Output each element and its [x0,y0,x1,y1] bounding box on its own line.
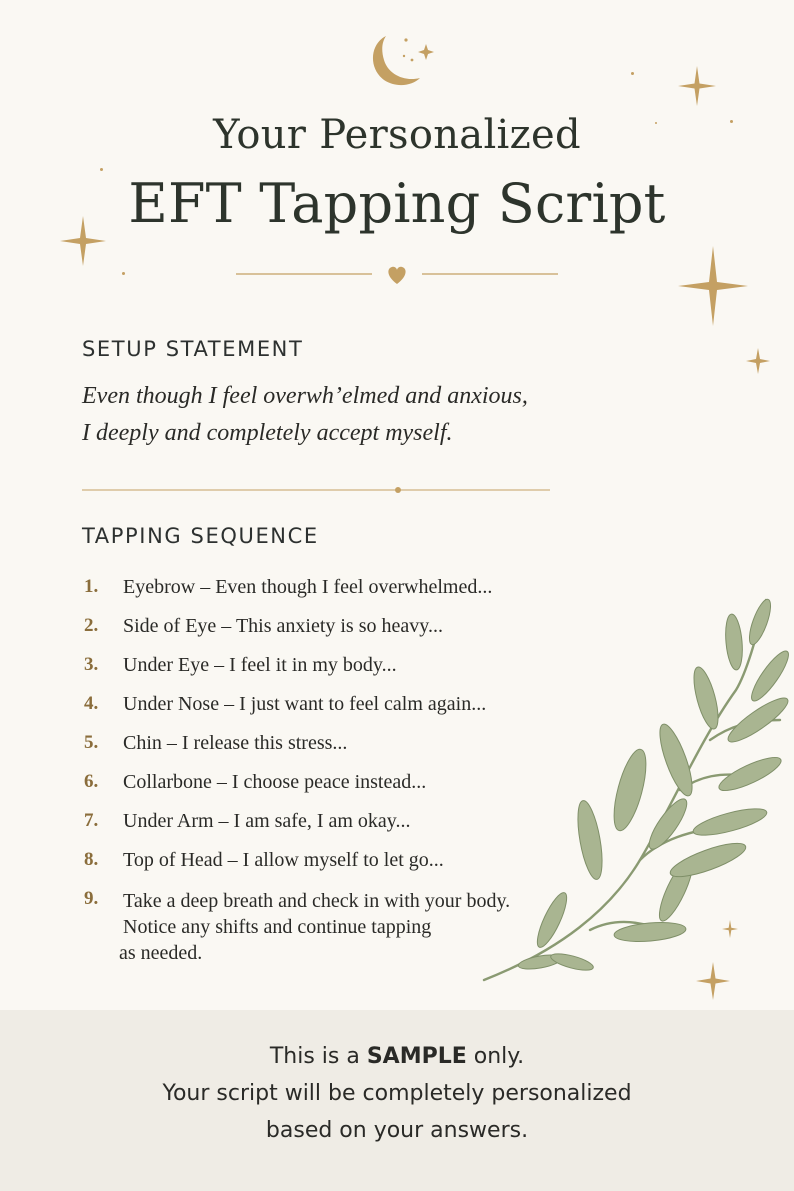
setup-line1: Even though I feel overwh’elmed and anxious, [82,383,528,409]
footer-note [0,1038,794,1149]
page-title-line1: Your Personalized [213,112,581,158]
item-number: 2. [84,615,99,636]
item-text: Under Arm – I am safe, I am okay... [123,810,411,832]
item-number: 4. [84,693,99,714]
page-title-line2: EFT Tapping Script [128,172,666,235]
setup-line2: I deeply and completely accept myself. [82,420,453,446]
item-text: Under Nose – I just want to feel calm again... [123,693,487,715]
item-number: 1. [84,576,99,597]
item-number: 5. [84,732,99,753]
sequence-heading: TAPPING SEQUENCE [82,524,319,548]
item-number: 3. [84,654,99,675]
footer-post: only. [466,1044,525,1069]
item-number: 9. [84,888,99,909]
dot [100,168,103,171]
final-line3: as needed. [119,942,203,964]
moon-icon [364,30,444,92]
setup-statement [82,378,622,452]
sparkle-icon [678,246,748,326]
footer-line3: based on your answers. [265,1118,529,1143]
section-divider [82,484,550,496]
final-line2: Notice any shifts and continue tapping [123,916,432,938]
item-number: 8. [84,849,99,870]
final-line1: Take a deep breath and check in with your body. [123,890,511,912]
dot [631,72,634,75]
olive-branch-icon [480,590,794,990]
title-divider [236,262,558,288]
footer-sample: SAMPLE [366,1044,467,1069]
item-number: 7. [84,810,99,831]
setup-heading: SETUP STATEMENT [82,337,304,361]
item-text: Side of Eye – This anxiety is so heavy... [123,615,443,637]
item-text: Top of Head – I allow myself to let go... [123,849,444,871]
footer-pre: This is a [269,1044,367,1069]
item-text: Under Eye – I feel it in my body... [123,654,397,676]
item-text: Collarbone – I choose peace instead... [123,771,427,793]
item-number: 6. [84,771,99,792]
sparkle-icon [678,66,716,106]
item-text: Chin – I release this stress... [123,732,348,754]
heart-icon [388,267,405,284]
item-text: Eyebrow – Even though I feel overwhelmed... [123,576,493,598]
footer-line2: Your script will be completely personalized [162,1081,632,1106]
footer-line1 [0,1038,794,1075]
sparkle-icon [746,348,770,374]
dot [122,272,125,275]
